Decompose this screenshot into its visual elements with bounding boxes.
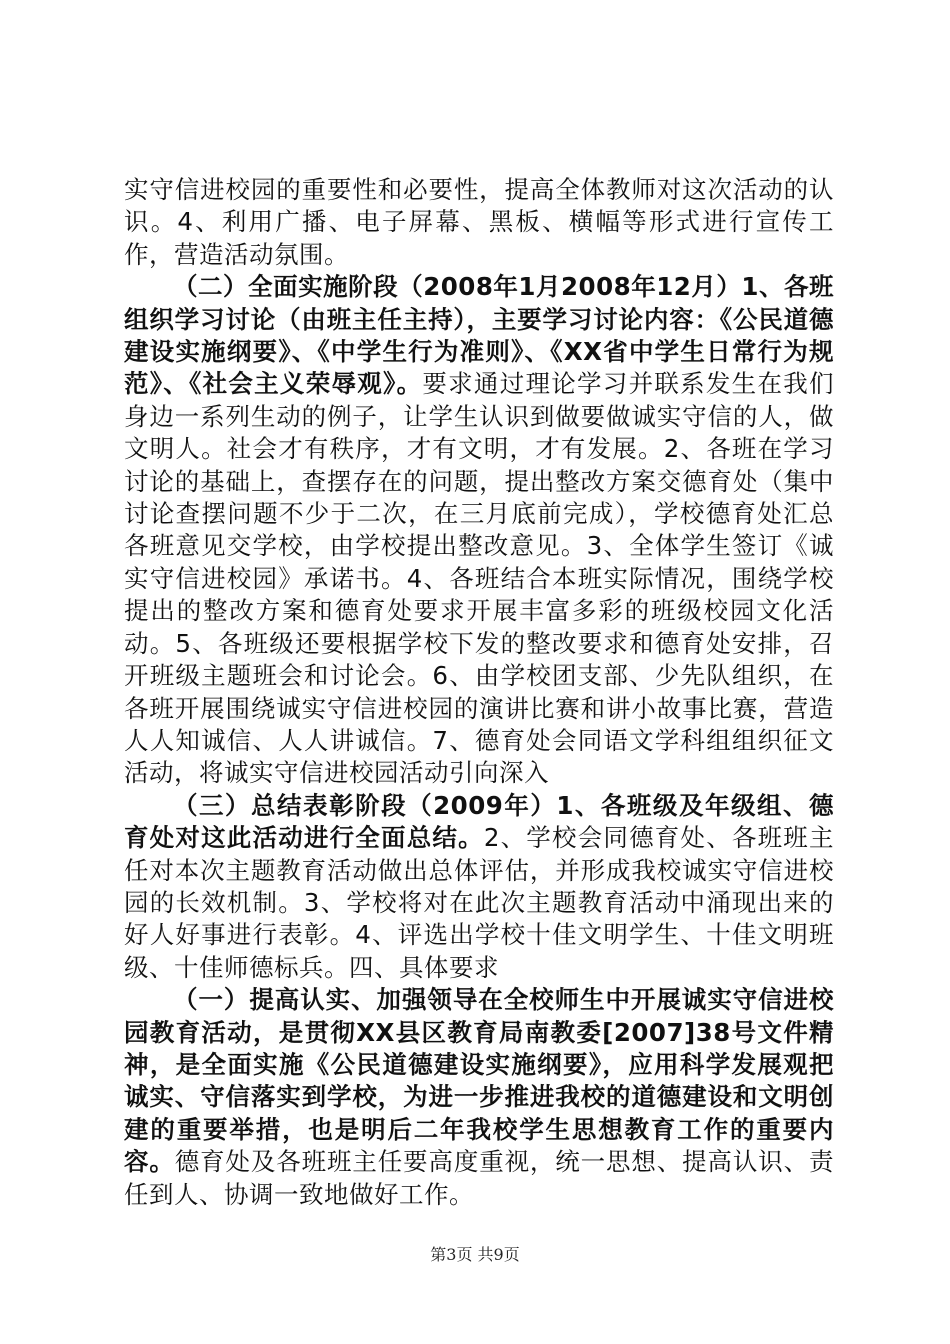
paragraph-4-text: 德育处及各班班主任要高度重视，统一思想、提高认识、责任到人、协调一致地做好工作。 [124,1147,835,1209]
paragraph-3-lead: （三）总结表彰阶段（2009年）1、各班级及年级组、德育处对这此活动进行全面总结。 [124,790,834,853]
document-body [124,174,834,1211]
paragraph-4-lead: （一）提高认实、加强领导在全校师生中开展诚实守信进校园教育活动，是贯彻XX县区教育局南教委[2007]38号文件精神，是全面实施《公民道德建设实施纲要》，应用科学发展观把诚实、守信落实到学校，为进一步推进我校的道德建设和文明创建的重要举措，也是明后二年我校学生思想教育工作的重要内容。 [124,985,834,1177]
paragraph-4 [124,984,834,1211]
paragraph-3-text: 2、学校会同德育处、各班班主任对本次主题教育活动做出总体评估，并形成我校诚实守信进校园的长效机制。3、学校将对在此次主题教育活动中涌现出来的好人好事进行表彰。4、评选出学校十佳文明学生、十佳文明班级、十佳师德标兵。四、具体要求 [124,823,835,982]
page-number-footer: 第3页 共9页 [430,1245,520,1264]
paragraph-2-lead: （二）全面实施阶段（2008年1月2008年12月）1、各班组织学习讨论（由班主任主持），主要学习讨论内容：《公民道德建设实施纲要》、《中学生行为准则》、《XX省中学生日常行为规范》、《社会主义荣辱观》。 [124,272,834,399]
paragraph-1 [124,174,834,271]
paragraph-2-text: 要求通过理论学习并联系发生在我们身边一系列生动的例子，让学生认识到做要做诚实守信的人，做文明人。社会才有秩序，才有文明，才有发展。2、各班在学习讨论的基础上，查摆存在的问题，提出整改方案交德育处（集中讨论查摆问题不少于二次，在三月底前完成），学校德育处汇总各班意见交学校，由学校提出整改意见。3、全体学生签订《诚实守信进校园》承诺书。4、各班结合本班实际情况，围绕学校提出的整改方案和德育处要求开展丰富多彩的班级校园文化活动。5、各班级还要根据学校下发的整改要求和德育处安排，召开班级主题班会和讨论会。6、由学校团支部、少先队组织，在各班开展围绕诚实守信进校园的演讲比赛和讲小故事比赛，营造人人知诚信、人人讲诚信。7、德育处会同语文学科组组织征文活动，将诚实守信进校园活动引向深入 [124,369,835,788]
paragraph-1-text: 实守信进校园的重要性和必要性，提高全体教师对这次活动的认识。4、利用广播、电子屏幕、黑板、横幅等形式进行宣传工作，营造活动氛围。 [124,175,834,269]
paragraph-2 [124,271,834,790]
paragraph-3 [124,790,834,984]
